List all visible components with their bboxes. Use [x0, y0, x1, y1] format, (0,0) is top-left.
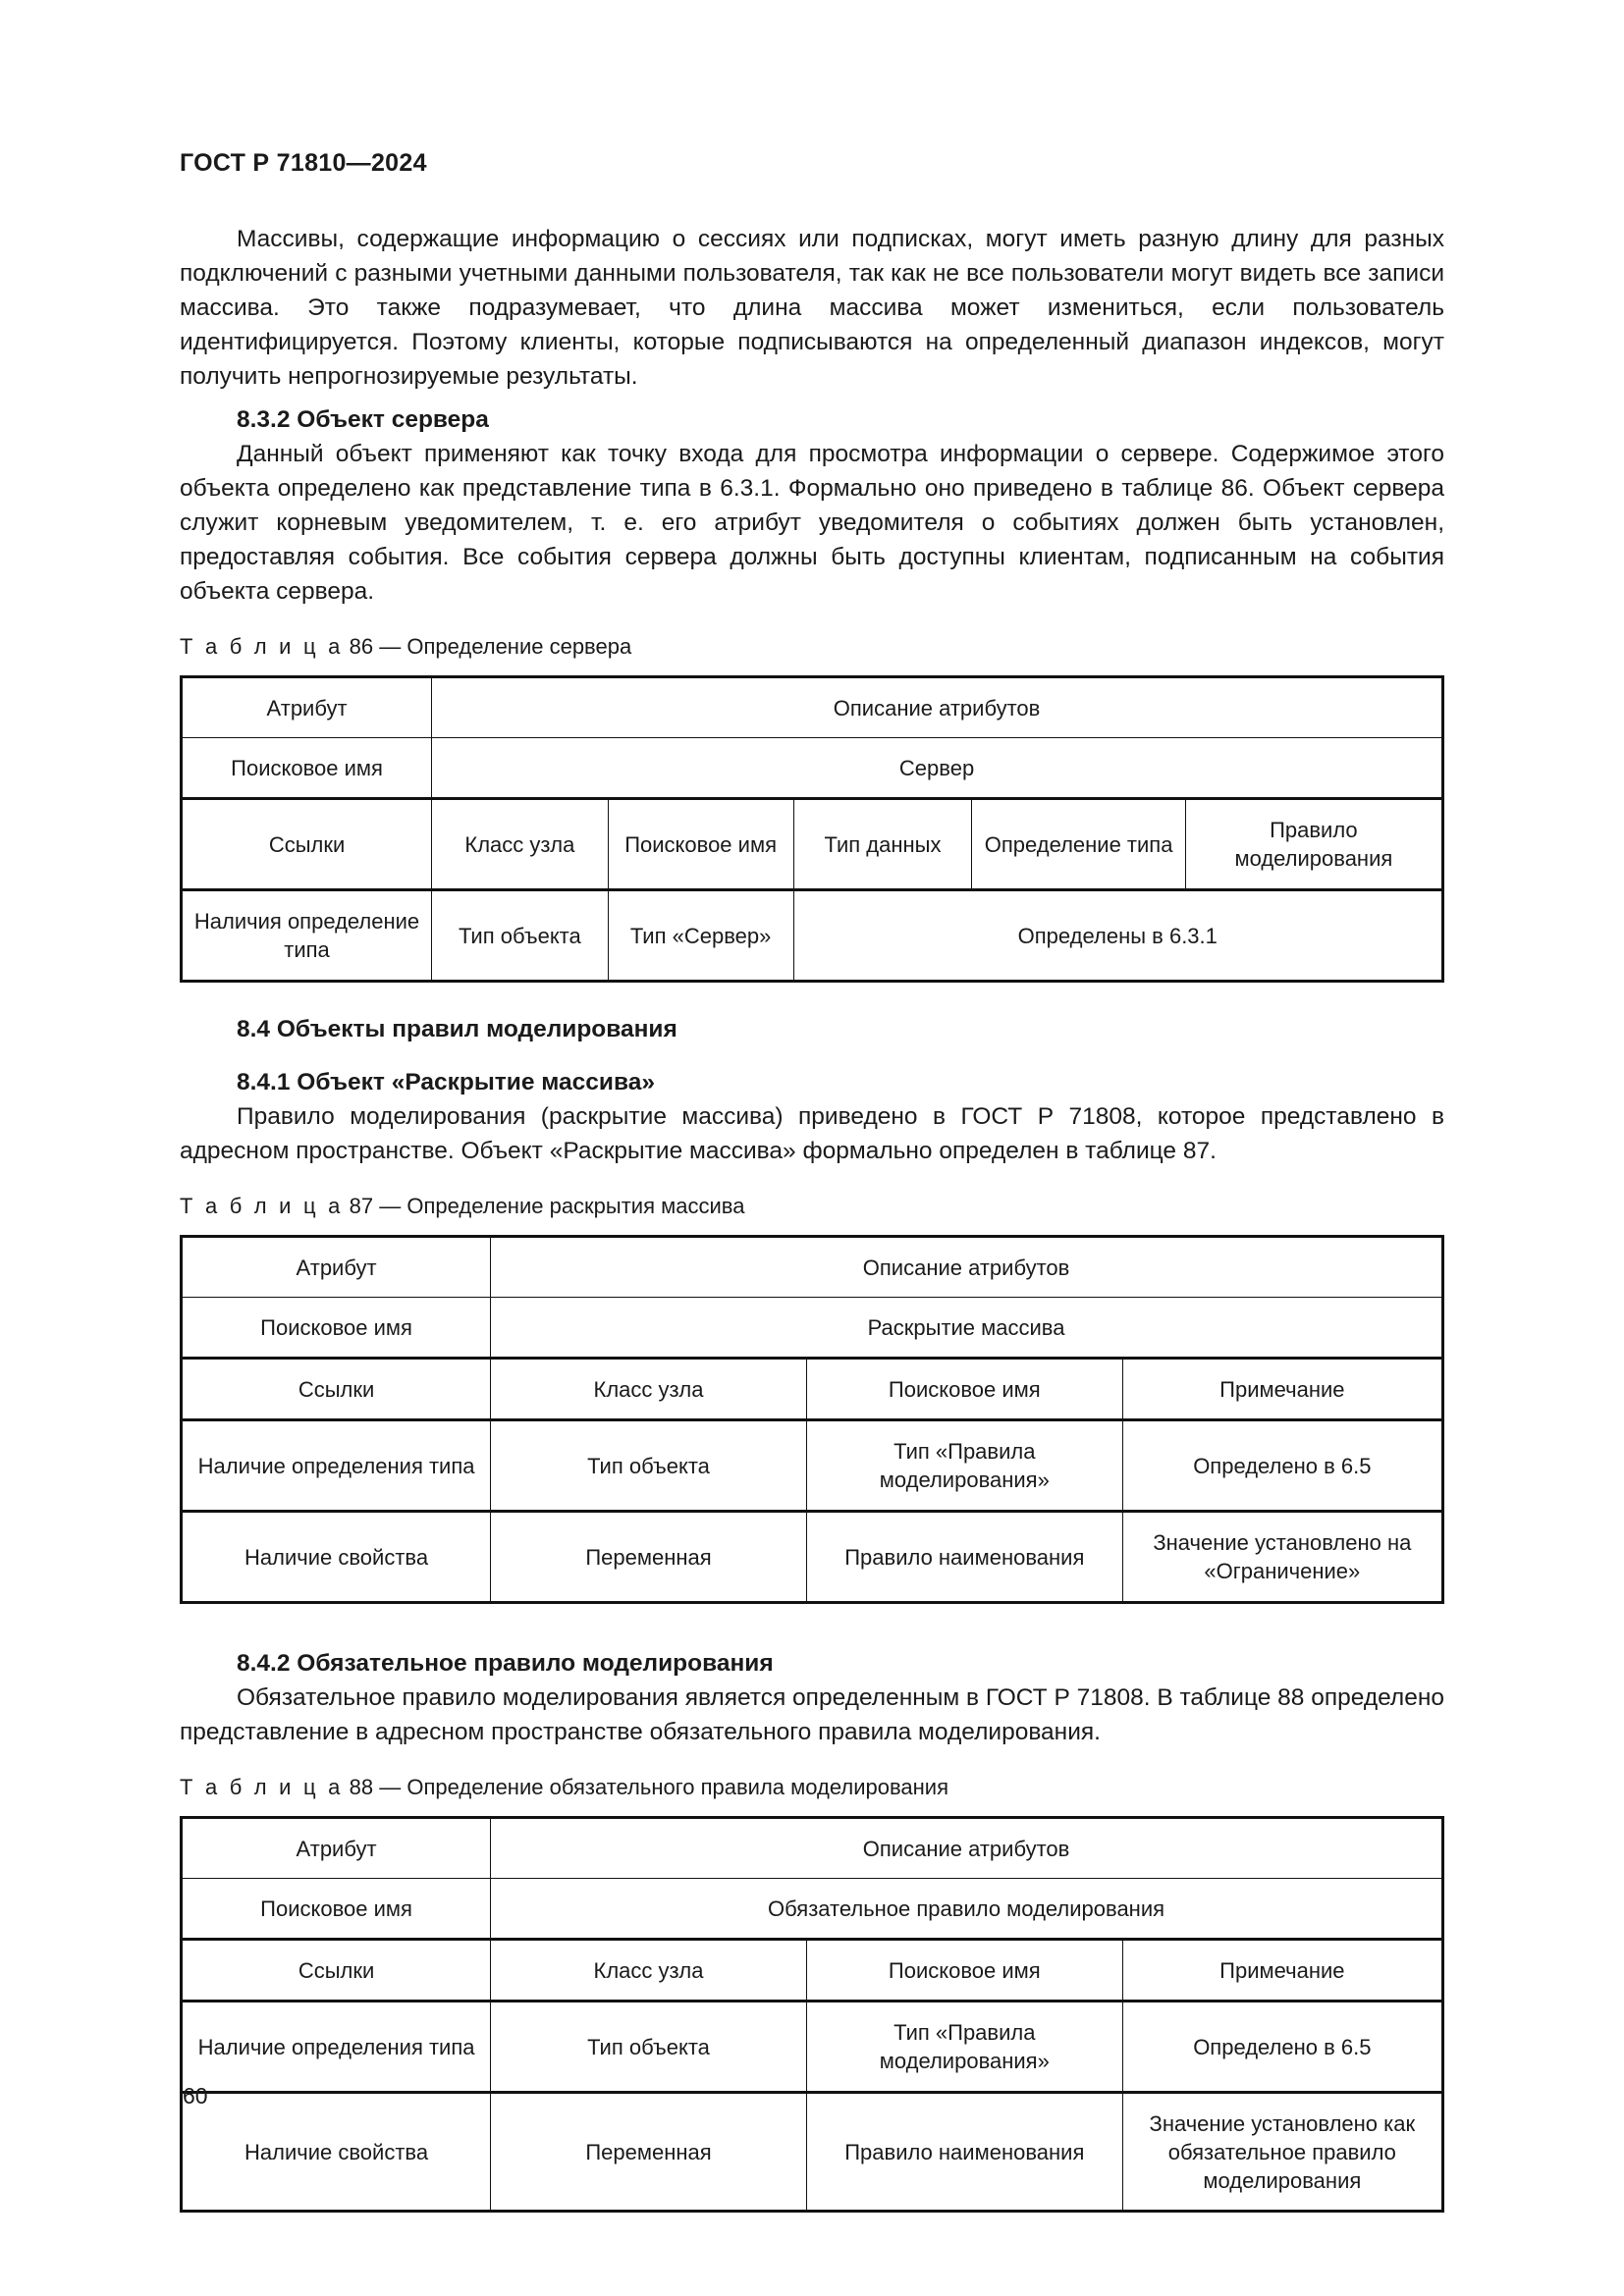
table-88: [180, 1816, 1444, 2213]
table-88-caption: [180, 1773, 1444, 1802]
table-88-r4-c1: Наличие определения типа: [182, 2002, 491, 2093]
table-row: [182, 1818, 1443, 1879]
table-row: [182, 1237, 1443, 1298]
table-88-r3-c1: Ссылки: [182, 1940, 491, 2002]
table-86-r4-c3: Тип «Сервер»: [608, 890, 793, 982]
spacer: [180, 1749, 1444, 1773]
table-87-r5-c3: Правило наименования: [806, 1512, 1122, 1603]
table-87-r4-c1: Наличие определения типа: [182, 1420, 491, 1512]
table-86-caption-title: Определение сервера: [406, 634, 632, 659]
table-row: [182, 1512, 1443, 1603]
table-row: [182, 2093, 1443, 2212]
table-88-r3-c2: Класс узла: [491, 1940, 807, 2002]
table-88-r4-c2: Тип объекта: [491, 2002, 807, 2093]
table-86-r3-c5: Определение типа: [972, 799, 1185, 890]
table-86-caption-word: Т а б л и ц а: [180, 634, 344, 659]
table-88-r3-c4: Примечание: [1122, 1940, 1442, 2002]
table-86: [180, 675, 1444, 983]
table-86-r3-c4: Тип данных: [793, 799, 972, 890]
table-87-r5-c2: Переменная: [491, 1512, 807, 1603]
table-87-caption-word: Т а б л и ц а: [180, 1194, 344, 1218]
table-86-r1-c1: Атрибут: [182, 677, 432, 738]
table-86-r2-c2: Сервер: [432, 738, 1443, 799]
table-row: [182, 1420, 1443, 1512]
table-row: [182, 738, 1443, 799]
table-88-r3-c3: Поисковое имя: [806, 1940, 1122, 2002]
table-86-r4-c1: Наличия определение типа: [182, 890, 432, 982]
table-88-r5-c2: Переменная: [491, 2093, 807, 2212]
table-87-r2-c2: Раскрытие массива: [491, 1298, 1443, 1359]
table-88-r1-c1: Атрибут: [182, 1818, 491, 1879]
table-87-r1-c2: Описание атрибутов: [491, 1237, 1443, 1298]
table-87-r3-c3: Поисковое имя: [806, 1359, 1122, 1420]
table-86-r4-c2: Тип объекта: [432, 890, 609, 982]
table-86-r3-c2: Класс узла: [432, 799, 609, 890]
table-88-r5-c3: Правило наименования: [806, 2093, 1122, 2212]
table-row: [182, 1359, 1443, 1420]
spacer: [180, 1046, 1444, 1056]
table-88-r2-c2: Обязательное правило моделирования: [491, 1879, 1443, 1940]
heading-8-3-2: 8.3.2 Объект сервера: [237, 406, 489, 433]
table-87-caption: [180, 1192, 1444, 1221]
table-86-r3-c1: Ссылки: [182, 799, 432, 890]
table-87-r4-c3: Тип «Правила моделирования»: [806, 1420, 1122, 1512]
table-86-caption-number: 86: [349, 634, 374, 659]
table-87-r4-c4: Определено в 6.5: [1122, 1420, 1442, 1512]
table-86-caption-dash: —: [379, 634, 402, 659]
table-88-r1-c2: Описание атрибутов: [491, 1818, 1443, 1879]
table-87-caption-number: 87: [349, 1194, 374, 1218]
table-row: [182, 1298, 1443, 1359]
table-88-r2-c1: Поисковое имя: [182, 1879, 491, 1940]
spacer: [180, 1168, 1444, 1192]
heading-8-4-2: 8.4.2 Обязательное правило моделирования: [237, 1650, 774, 1677]
table-86-r1-c2: Описание атрибутов: [432, 677, 1443, 738]
table-87-r3-c4: Примечание: [1122, 1359, 1442, 1420]
table-88-caption-number: 88: [349, 1775, 374, 1799]
table-88-r4-c3: Тип «Правила моделирования»: [806, 2002, 1122, 2093]
table-86-r4-c4: Определены в 6.3.1: [793, 890, 1442, 982]
heading-8-4: 8.4 Объекты правил моделирования: [237, 1016, 677, 1042]
table-row: [182, 890, 1443, 982]
paragraph-mandatory-rule: Обязательное правило моделирования является определенным в ГОСТ Р 71808. В таблице 88 определено представление в адресном пространстве обязательного правила моделирования.: [180, 1684, 1445, 1745]
paragraph-arrays: Массивы, содержащие информацию о сессиях или подписках, могут иметь разную длину для разных подключений с разными учетными данными пользователя, так как не все пользователи могут видеть все записи массива. Это также подразумевает, что длина массива может измениться, если пользователь идентифицируется. Поэтому клиенты, которые подписываются на определенный диапазон индексов, могут получить непрогнозируемые результаты.: [180, 226, 1444, 390]
page-number: 60: [183, 2083, 208, 2109]
table-87-r1-c1: Атрибут: [182, 1237, 491, 1298]
table-88-caption-word: Т а б л и ц а: [180, 1775, 344, 1799]
table-88-caption-title: Определение обязательного правила моделирования: [406, 1775, 948, 1799]
table-row: [182, 677, 1443, 738]
table-87-r4-c2: Тип объекта: [491, 1420, 807, 1512]
table-87-r3-c2: Класс узла: [491, 1359, 807, 1420]
table-row: [182, 799, 1443, 890]
paragraph-server-object: Данный объект применяют как точку входа для просмотра информации о сервере. Содержимое этого объекта определено как представление типа в 6.3.1. Формально оно приведено в таблице 86. Объект сервера служит корневым уведомителем, т. е. его атрибут уведомителя о событиях должен быть установлен, предоставляя события. Все события сервера должны быть доступны клиентам, подписанным на события объекта сервера.: [180, 441, 1444, 605]
table-88-r5-c4: Значение установлено как обязательное правило моделирования: [1122, 2093, 1442, 2212]
table-86-caption: [180, 632, 1444, 662]
table-87-caption-dash: —: [379, 1194, 402, 1218]
table-row: [182, 1879, 1443, 1940]
page-content: [180, 222, 1444, 2213]
table-86-r3-c6: Правило моделирования: [1185, 799, 1442, 890]
table-87-caption-title: Определение раскрытия массива: [406, 1194, 745, 1218]
table-86-r2-c1: Поисковое имя: [182, 738, 432, 799]
table-86-r3-c3: Поисковое имя: [608, 799, 793, 890]
table-row: [182, 2002, 1443, 2093]
table-87-r2-c1: Поисковое имя: [182, 1298, 491, 1359]
spacer: [180, 1604, 1444, 1637]
page-header: ГОСТ Р 71810—2024: [180, 149, 427, 177]
table-87-r5-c1: Наличие свойства: [182, 1512, 491, 1603]
heading-8-4-1: 8.4.1 Объект «Раскрытие массива»: [237, 1069, 655, 1095]
paragraph-array-expansion: Правило моделирования (раскрытие массива) приведено в ГОСТ Р 71808, которое представлено в адресном пространстве. Объект «Раскрытие массива» формально определен в таблице 87.: [180, 1103, 1444, 1164]
table-88-r4-c4: Определено в 6.5: [1122, 2002, 1442, 2093]
spacer: [180, 609, 1444, 632]
table-88-r5-c1: Наличие свойства: [182, 2093, 491, 2212]
table-88-caption-dash: —: [379, 1775, 402, 1799]
table-87-r3-c1: Ссылки: [182, 1359, 491, 1420]
table-87-r5-c4: Значение установлено на «Ограничение»: [1122, 1512, 1442, 1603]
table-row: [182, 1940, 1443, 2002]
table-87: [180, 1235, 1444, 1604]
